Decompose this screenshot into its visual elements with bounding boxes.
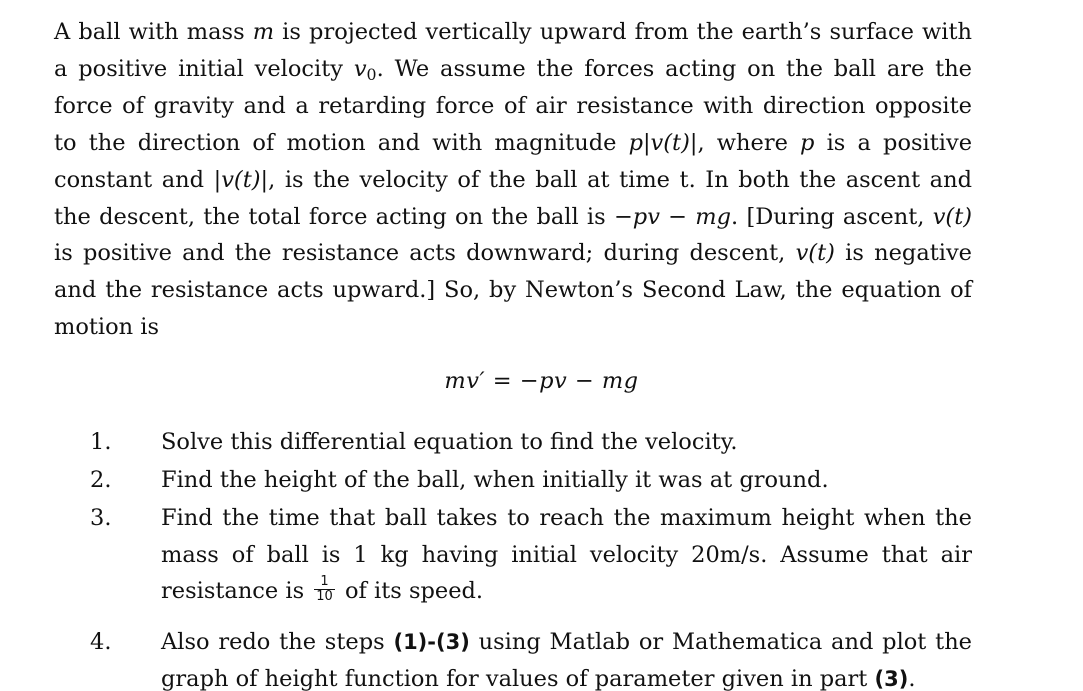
p-symbol: p	[800, 129, 815, 156]
mass-symbol: m	[252, 19, 275, 45]
total-force-expression: −pv − mg	[613, 203, 732, 230]
intro-text: , where	[697, 129, 801, 156]
intro-text: . [During ascent,	[731, 203, 933, 230]
question-text: Solve this differential equation to find the velocity.	[161, 429, 738, 455]
intro-text: A ball with mass	[54, 19, 253, 45]
fraction-one-tenth: $\frac{1}{10}$	[316, 573, 333, 604]
velocity-expression: v(t)	[932, 203, 973, 230]
question-text: Also redo the steps (1)-(3) using Matlab or Mathematica and plot the graph of height function for values of parameter given in part (3).	[161, 629, 972, 691]
question-number: 4.	[90, 629, 112, 655]
intro-text: . We assume the forces acting on the ball are the force of gravity and a retarding force of air resistance with direction opposite to the direction of motion and with magnitude	[54, 55, 972, 156]
intro-text: is positive and the resistance acts downward; during descent,	[54, 240, 796, 267]
question-text: Find the time that ball takes to reach the maximum height when the mass of ball is 1 kg having initial velocity 20m/s. Assume that air resistance is $\frac{1}{10}$ of its speed.	[161, 505, 972, 604]
abs-velocity-expression: |v(t)|	[213, 166, 269, 193]
part-reference: (3)	[874, 666, 909, 691]
problem-statement	[54, 14, 972, 346]
intro-text: is negative and the resistance acts upward.] So, by Newton’s Second Law, the equation of motion is	[54, 240, 973, 341]
intro-text: is projected vertically upward from the earth’s surface with a positive initial velocity	[54, 19, 972, 82]
question-number: 3.	[90, 505, 112, 531]
magnitude-expression: p|v(t)|	[628, 129, 698, 156]
equation-of-motion: mv′ = −pv − mg	[444, 368, 639, 394]
initial-velocity-symbol: $v_0$	[353, 55, 377, 84]
intro-text: , is the velocity of the ball at time t. In both the ascent and the descent, the total force acting on the ball is	[54, 166, 972, 230]
question-text: Find the height of the ball, when initially it was at ground.	[161, 467, 829, 493]
question-number: 1.	[90, 429, 112, 455]
velocity-expression: v(t)	[795, 240, 835, 267]
question-number: 2.	[90, 467, 112, 493]
step-reference: (1)-(3)	[393, 630, 470, 654]
intro-text: is a positive constant and	[54, 129, 973, 193]
